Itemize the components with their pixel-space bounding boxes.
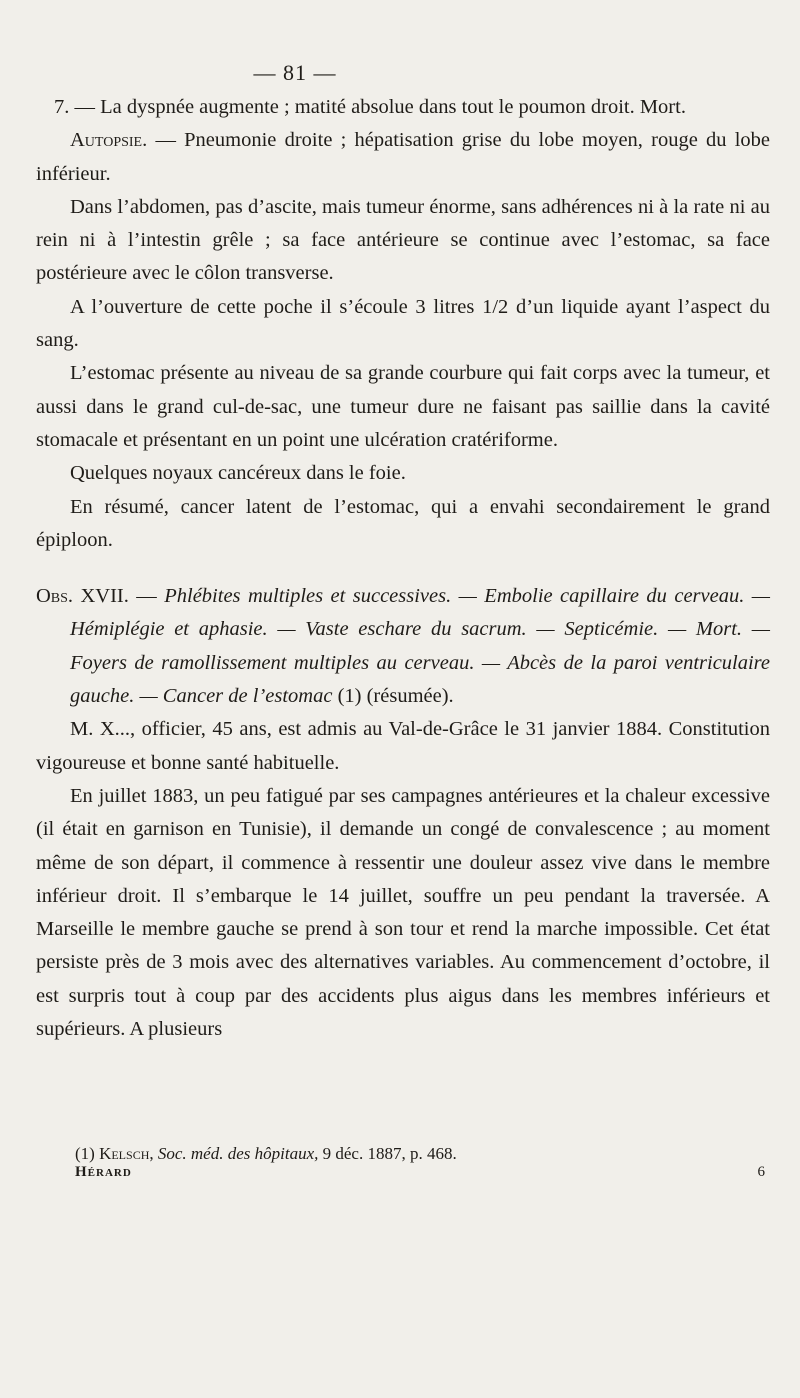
paragraph-autopsie [36, 124, 770, 191]
footnote [75, 1144, 765, 1164]
footnote-details: 9 déc. 1887, p. 468. [322, 1144, 457, 1163]
autopsie-text: Pneumonie droite ; hépatisation grise du lobe moyen, rouge du lobe inférieur. [36, 129, 771, 185]
signature-sheet: 6 [757, 1164, 765, 1180]
paragraph-abdomen: Dans l’abdomen, pas d’ascite, mais tumeur énorme, sans adhérences ni à la rate ni au rein ni à l’intestin grêle ; sa face antérieure se continue avec l’estomac, sa face postérieure avec le côlon transverse. [36, 195, 770, 285]
footnote-author: Kelsch, [99, 1144, 154, 1163]
autopsie-label: Autopsie. [70, 129, 148, 152]
observation-label: Obs. XVII. [36, 585, 129, 608]
observation-heading [36, 580, 770, 713]
autopsie-dash: — [147, 129, 185, 152]
paragraph-resume: En résumé, cancer latent de l’estomac, qui a envahi secondairement le grand épiploon. [36, 495, 770, 551]
main-text [36, 91, 770, 1046]
page-number: — 81 — [253, 60, 337, 85]
paragraph-admission: M. X..., officier, 45 ans, est admis au Val-de-Grâce le 31 janvier 1884. Constitution vigoureuse et bonne santé habituelle. [36, 718, 770, 774]
paragraph-foie: Quelques noyaux cancéreux dans le foie. [70, 462, 406, 485]
footnote-reference: (1) [332, 685, 367, 708]
footnote-marker: (1) [75, 1144, 95, 1163]
footnote-journal: Soc. méd. des hôpitaux, [157, 1144, 319, 1163]
signature-row [75, 1164, 765, 1181]
signature-author: Hérard [75, 1164, 132, 1180]
observation-dash: — [128, 585, 165, 608]
paragraph-history: En juillet 1883, un peu fatigué par ses campagnes antérieures et la chaleur excessive (il était en garnison en Tunisie), il demande un congé de convalescence ; au moment même de son départ, il commence à ressentir une douleur assez vive dans le membre inférieur droit. Il s’embarque le 14 juillet, souffre un peu pendant la traversée. A Marseille le membre gauche se prend à son tour et rend la marche impossible. Cet état persiste près de 3 mois avec des alternatives variables. Au commencement d’octobre, il est surpris tout à coup par des accidents plus aigus dans les membres inférieurs et supérieurs. A plusieurs [36, 784, 770, 1041]
observation-title: Phlébites multiples et successives. — Embolie capillaire du cerveau. — Hémiplégie et aphasie. — Vaste eschare du sacrum. — Septicémie. — Mort. — Foyers de ramollissement multiples au cerveau. — Abcès de la paroi ventriculaire gauche. — Cancer de l’estomac [70, 585, 771, 708]
paragraph-dyspnee: 7. — La dyspnée augmente ; matité absolue dans tout le poumon droit. Mort. [54, 96, 686, 118]
observation-suffix: (résumée). [366, 685, 454, 708]
paragraph-estomac: L’estomac présente au niveau de sa grande courbure qui fait corps avec la tumeur, et aussi dans le grand cul-de-sac, une tumeur dure ne faisant pas saillie dans la cavité stomacale et présentant en un point une ulcération cratériforme. [36, 362, 770, 451]
paragraph-ouverture: A l’ouverture de cette poche il s’écoule 3 litres 1/2 d’un liquide ayant l’aspect du sang. [36, 295, 770, 352]
